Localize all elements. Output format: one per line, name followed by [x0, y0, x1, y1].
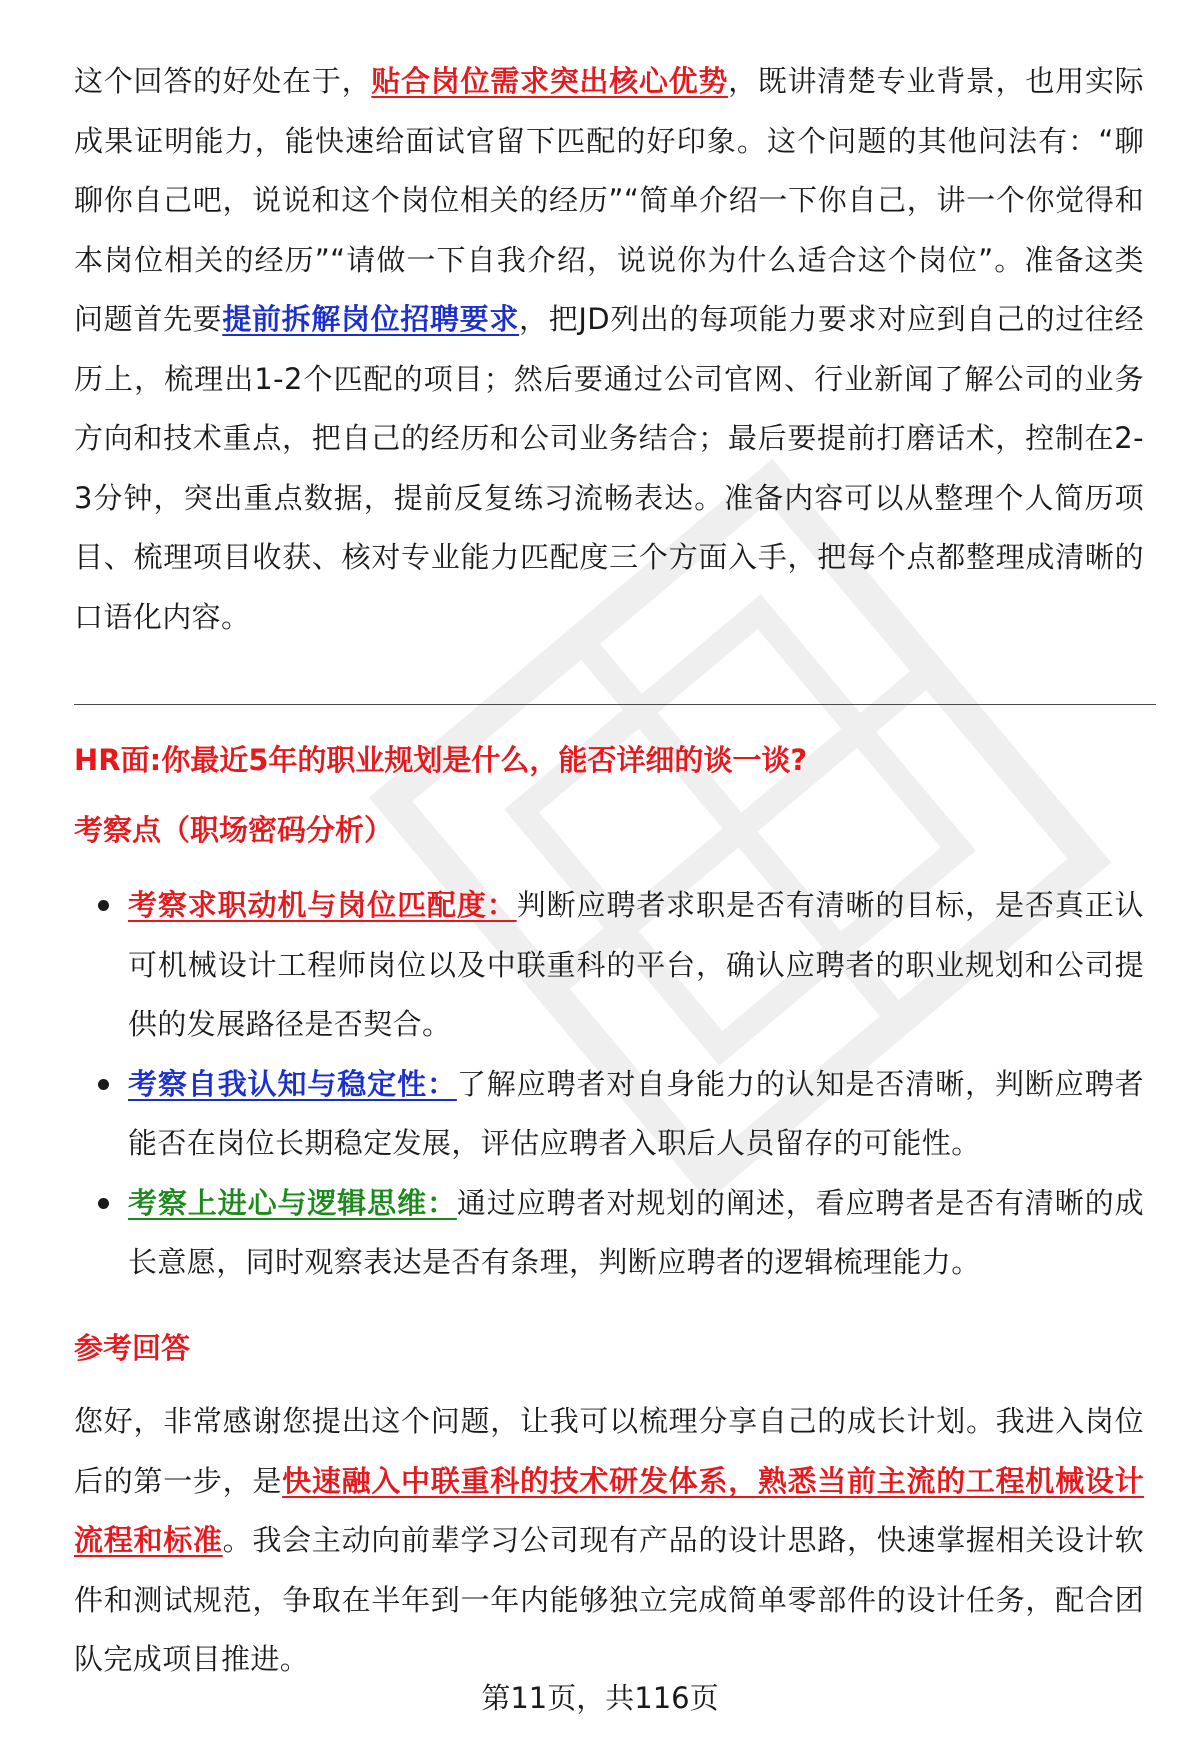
intro-highlight-core-advantage: 贴合岗位需求突出核心优势: [371, 64, 729, 98]
question-title: HR面:你最近5年的职业规划是什么，能否详细的谈一谈?: [74, 743, 808, 777]
answer-text-b: 。我会主动向前辈学习公司现有产品的设计思路，快速掌握相关设计软件和测试规范，争取在半年到一年内能够独立完成简单零部件的设计任务，配合团队完成项目推进。: [74, 1523, 1144, 1676]
analysis-point-label: 考察求职动机与岗位匹配度：: [128, 888, 517, 922]
analysis-point-ambition: [74, 1174, 1144, 1293]
bullet-dot-icon: [98, 1198, 109, 1209]
analysis-point-text: 通过应聘者对规划的阐述，看应聘者是否有清晰的成长意愿，同时观察表达是否有条理，判断应聘者的逻辑梳理能力。: [128, 1185, 1145, 1279]
analysis-point-text: 了解应聘者对自身能力的认知是否清晰，判断应聘者能否在岗位长期稳定发展，评估应聘者入职后人员留存的可能性。: [128, 1066, 1145, 1160]
intro-text-c: ，把JD列出的每项能力要求对应到自己的过往经历上，梳理出1-2个匹配的项目；然后要通过公司官网、行业新闻了解公司的业务方向和技术重点，把自己的经历和公司业务结合；最后要提前打磨话术，控制在2-3分钟，突出重点数据，提前反复练习流畅表达。准备内容可以从整理个人简历项目、梳理项目收获、核对专业能力匹配度三个方面入手，把每个点都整理成清晰的口语化内容。: [74, 302, 1144, 634]
analysis-point-label: 考察自我认知与稳定性：: [128, 1066, 457, 1101]
analysis-heading: 考察点（职场密码分析）: [74, 813, 394, 847]
answer-paragraph: [74, 1392, 1144, 1690]
section-divider: [74, 704, 1156, 705]
intro-highlight-job-requirements: 提前拆解岗位招聘要求: [222, 302, 519, 336]
analysis-points-list: [74, 876, 1144, 1293]
analysis-point-motivation: [74, 876, 1144, 1055]
answer-text-a: 您好，非常感谢您提出这个问题，让我可以梳理分享自己的成长计划。我进入岗位后的第一步，是: [74, 1404, 1144, 1498]
intro-text-a: 这个回答的好处在于，: [74, 64, 372, 98]
analysis-point-label: 考察上进心与逻辑思维：: [128, 1185, 457, 1220]
bullet-dot-icon: [98, 1079, 109, 1090]
answer-heading: 参考回答: [74, 1331, 191, 1365]
page-number: 第11页，共116页: [481, 1681, 719, 1715]
analysis-point-text: 判断应聘者求职是否有清晰的目标，是否真正认可机械设计工程师岗位以及中联重科的平台，确认应聘者的职业规划和公司提供的发展路径是否契合。: [128, 888, 1145, 1041]
answer-highlight: 快速融入中联重科的技术研发体系，熟悉当前主流的工程机械设计流程和标准: [74, 1463, 1144, 1557]
bullet-dot-icon: [98, 900, 109, 911]
intro-text-b: ，既讲清楚专业背景，也用实际成果证明能力，能快速给面试官留下匹配的好印象。这个问题的其他问法有：“聊聊你自己吧，说说和这个岗位相关的经历”“简单介绍一下你自己，讲一个你觉得和本岗位相关的经历”“请做一下自我介绍，说说你为什么适合这个岗位”。准备这类问题首先要: [74, 64, 1144, 336]
intro-paragraph: [74, 52, 1144, 647]
analysis-point-self-awareness: [74, 1055, 1144, 1174]
